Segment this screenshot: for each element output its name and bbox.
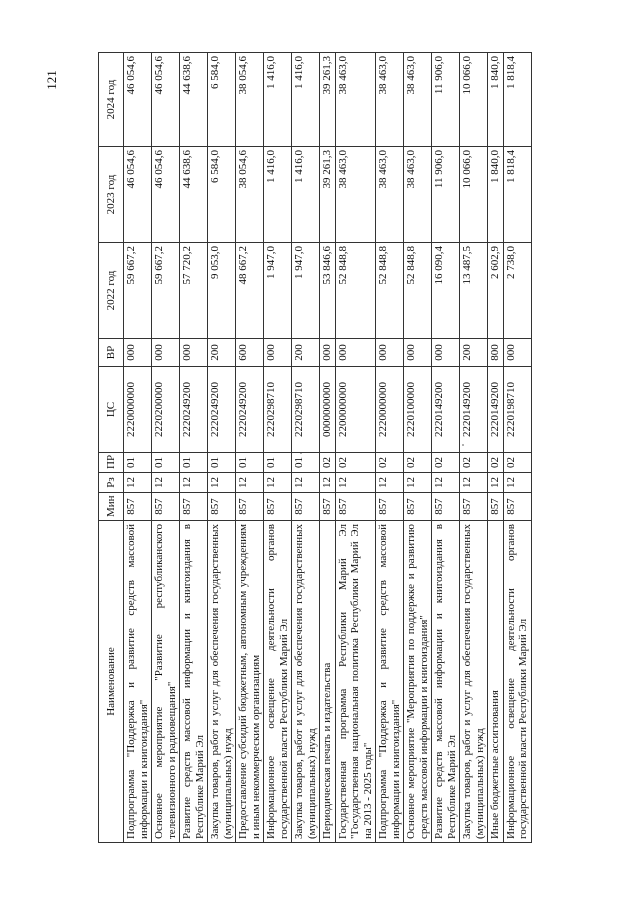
row-vr: 000 [264, 339, 292, 367]
row-pr: 02 [376, 453, 404, 473]
row-rz: 12 [152, 473, 180, 493]
row-2022: 53 846,6 [320, 243, 336, 339]
row-cs: 2220149200 [488, 367, 504, 453]
row-pr: 01 [152, 453, 180, 473]
row-rz: 12 [335, 473, 376, 493]
row-cs: 2220149200 [432, 367, 460, 453]
row-pr: 02 [460, 453, 488, 473]
row-2023: 10 066,0 [460, 147, 488, 243]
row-pr: 02 [404, 453, 432, 473]
row-vr: 200 [208, 339, 236, 367]
row-2024: 38 054,6 [236, 53, 264, 147]
table-row [335, 53, 376, 843]
row-min: 857 [208, 493, 236, 521]
row-2022: 13 487,5 [460, 243, 488, 339]
row-pr: 01 [180, 453, 208, 473]
row-rz: 12 [488, 473, 504, 493]
row-vr: 000 [335, 339, 376, 367]
row-name: Иные бюджетные ассигнования [488, 521, 504, 843]
row-2022: 52 848,8 [376, 243, 404, 339]
row-2023: 38 463,0 [376, 147, 404, 243]
table-row [320, 53, 336, 843]
table-row [152, 53, 180, 843]
row-2022: 1 947,0 [264, 243, 292, 339]
row-2024: 1 416,0 [292, 53, 320, 147]
row-rz: 12 [460, 473, 488, 493]
row-vr: 200 [292, 339, 320, 367]
row-name: Закупка товаров, работ и услуг для обеспечения государственных (муниципальных) нужд [292, 521, 320, 843]
row-name: Подпрограмма "Поддержка и развитие средств массовой информации и книгоиздания" [376, 521, 404, 843]
table-row [503, 53, 531, 843]
row-cs: 2220249200 [208, 367, 236, 453]
row-2022: 9 053,0 [208, 243, 236, 339]
table-header-row [99, 53, 124, 843]
header-vr: ВР [99, 339, 124, 367]
row-min: 857 [335, 493, 376, 521]
row-cs: 2220100000 [404, 367, 432, 453]
row-cs: 2220198710 [503, 367, 531, 453]
row-rz: 12 [208, 473, 236, 493]
row-rz: 12 [376, 473, 404, 493]
row-min: 857 [503, 493, 531, 521]
row-2023: 44 638,6 [180, 147, 208, 243]
rotated-table-container [98, 53, 548, 843]
row-2024: 1 416,0 [264, 53, 292, 147]
row-min: 857 [124, 493, 152, 521]
row-name: Информационное освещение деятельности органов государственной власти Республики Марий Эл [264, 521, 292, 843]
row-cs: 2200000000 [335, 367, 376, 453]
row-rz: 12 [432, 473, 460, 493]
row-2024: 1 840,0 [488, 53, 504, 147]
row-min: 857 [460, 493, 488, 521]
row-2023: 1 840,0 [488, 147, 504, 243]
row-2022: 59 667,2 [124, 243, 152, 339]
row-2022: 59 667,2 [152, 243, 180, 339]
header-2022: 2022 год [99, 243, 124, 339]
row-2022: 1 947,0 [292, 243, 320, 339]
row-min: 857 [264, 493, 292, 521]
row-2023: 39 261,3 [320, 147, 336, 243]
row-pr: 01 [124, 453, 152, 473]
row-vr: 800 [488, 339, 504, 367]
row-pr: 01 [236, 453, 264, 473]
row-cs: 2220298710 [292, 367, 320, 453]
table-row [460, 53, 488, 843]
row-2024: 11 906,0 [432, 53, 460, 147]
row-name: Государственная программа Республики Марий Эл "Государственная национальная политика Республики Марий Эл на 2013 - 2025 годы" [335, 521, 376, 843]
row-rz: 12 [503, 473, 531, 493]
row-2023: 38 463,0 [335, 147, 376, 243]
row-2024: 38 463,0 [376, 53, 404, 147]
header-min: Мин [99, 493, 124, 521]
row-cs: 2220249200 [180, 367, 208, 453]
row-name: Основное мероприятие "Мероприятия по поддержке и развитию средств массовой информации и книгоиздания" [404, 521, 432, 843]
row-pr: 02 [488, 453, 504, 473]
row-2024: 44 638,6 [180, 53, 208, 147]
table-row [124, 53, 152, 843]
row-vr: 000 [124, 339, 152, 367]
row-vr: 600 [236, 339, 264, 367]
row-2022: 52 848,8 [404, 243, 432, 339]
row-cs: 2220249200 [236, 367, 264, 453]
row-2023: 46 054,6 [152, 147, 180, 243]
row-2024: 46 054,6 [124, 53, 152, 147]
row-cs: 2220200000 [152, 367, 180, 453]
row-pr: 01 [292, 453, 320, 473]
row-name: Подпрограмма "Поддержка и развитие средств массовой информации и книгоиздания" [124, 521, 152, 843]
row-cs: 0000000000 [320, 367, 336, 453]
row-2023: 38 054,6 [236, 147, 264, 243]
row-vr: 000 [180, 339, 208, 367]
row-2023: 38 463,0 [404, 147, 432, 243]
row-name: Периодическая печать и издательства [320, 521, 336, 843]
row-rz: 12 [320, 473, 336, 493]
row-min: 857 [432, 493, 460, 521]
row-vr: 000 [503, 339, 531, 367]
row-cs: 2220298710 [264, 367, 292, 453]
row-pr: 01 [264, 453, 292, 473]
table-row [292, 53, 320, 843]
row-2022: 16 090,4 [432, 243, 460, 339]
table-row [488, 53, 504, 843]
row-2023: 1 818,4 [503, 147, 531, 243]
row-2024: 39 261,3 [320, 53, 336, 147]
row-2024: 38 463,0 [335, 53, 376, 147]
table-row [376, 53, 404, 843]
row-rz: 12 [264, 473, 292, 493]
row-2024: 38 463,0 [404, 53, 432, 147]
row-name: Информационное освещение деятельности органов государственной власти Республики Марий Эл [503, 521, 531, 843]
row-2023: 1 416,0 [292, 147, 320, 243]
row-rz: 12 [292, 473, 320, 493]
row-min: 857 [488, 493, 504, 521]
row-2022: 57 720,2 [180, 243, 208, 339]
row-2024: 6 584,0 [208, 53, 236, 147]
row-2023: 11 906,0 [432, 147, 460, 243]
row-rz: 12 [180, 473, 208, 493]
header-cs: ЦС [99, 367, 124, 453]
row-rz: 12 [236, 473, 264, 493]
row-min: 857 [236, 493, 264, 521]
row-name: Предоставление субсидий бюджетным, автономным учреждениям и иным некоммерческим организациям [236, 521, 264, 843]
header-pr: ПР [99, 453, 124, 473]
row-cs: 2220000000 [376, 367, 404, 453]
row-2024: 1 818,4 [503, 53, 531, 147]
row-vr: 000 [432, 339, 460, 367]
row-vr: 000 [376, 339, 404, 367]
row-pr: 02 [503, 453, 531, 473]
row-pr: 02 [320, 453, 336, 473]
header-2023: 2023 год [99, 147, 124, 243]
row-vr: 000 [320, 339, 336, 367]
row-min: 857 [404, 493, 432, 521]
row-name: Развитие средств массовой информации и книгоиздания в Республике Марий Эл [432, 521, 460, 843]
row-vr: 000 [152, 339, 180, 367]
row-min: 857 [376, 493, 404, 521]
row-2023: 46 054,6 [124, 147, 152, 243]
page-number: 121 [43, 70, 59, 90]
row-cs: 2220000000 [124, 367, 152, 453]
row-2022: 52 848,8 [335, 243, 376, 339]
row-name: Развитие средств массовой информации и книгоиздания в Республике Марий Эл [180, 521, 208, 843]
row-pr: 02 [432, 453, 460, 473]
row-name: Закупка товаров, работ и услуг для обеспечения государственных (муниципальных) нужд [460, 521, 488, 843]
row-pr: 02 [335, 453, 376, 473]
row-2024: 46 054,6 [152, 53, 180, 147]
row-min: 857 [152, 493, 180, 521]
table-row [264, 53, 292, 843]
header-rz: Рз [99, 473, 124, 493]
row-2022: 2 602,9 [488, 243, 504, 339]
table-row [208, 53, 236, 843]
row-min: 857 [292, 493, 320, 521]
row-pr: 01 [208, 453, 236, 473]
header-2024: 2024 год [99, 53, 124, 147]
table-row [180, 53, 208, 843]
table-row [432, 53, 460, 843]
row-name: Закупка товаров, работ и услуг для обеспечения государственных (муниципальных) нужд [208, 521, 236, 843]
table-body [124, 53, 532, 843]
row-cs: 2220149200 [460, 367, 488, 453]
budget-table [98, 52, 532, 843]
row-2024: 10 066,0 [460, 53, 488, 147]
row-name: Основное мероприятие "Развитие республиканского телевизионного и радиовещания" [152, 521, 180, 843]
row-2022: 2 738,0 [503, 243, 531, 339]
row-2023: 6 584,0 [208, 147, 236, 243]
row-rz: 12 [124, 473, 152, 493]
table-row [404, 53, 432, 843]
row-2023: 1 416,0 [264, 147, 292, 243]
row-min: 857 [320, 493, 336, 521]
table-row [236, 53, 264, 843]
row-vr: 000 [404, 339, 432, 367]
row-min: 857 [180, 493, 208, 521]
row-vr: 200 [460, 339, 488, 367]
row-rz: 12 [404, 473, 432, 493]
row-2022: 48 667,2 [236, 243, 264, 339]
header-name: Наименование [99, 521, 124, 843]
